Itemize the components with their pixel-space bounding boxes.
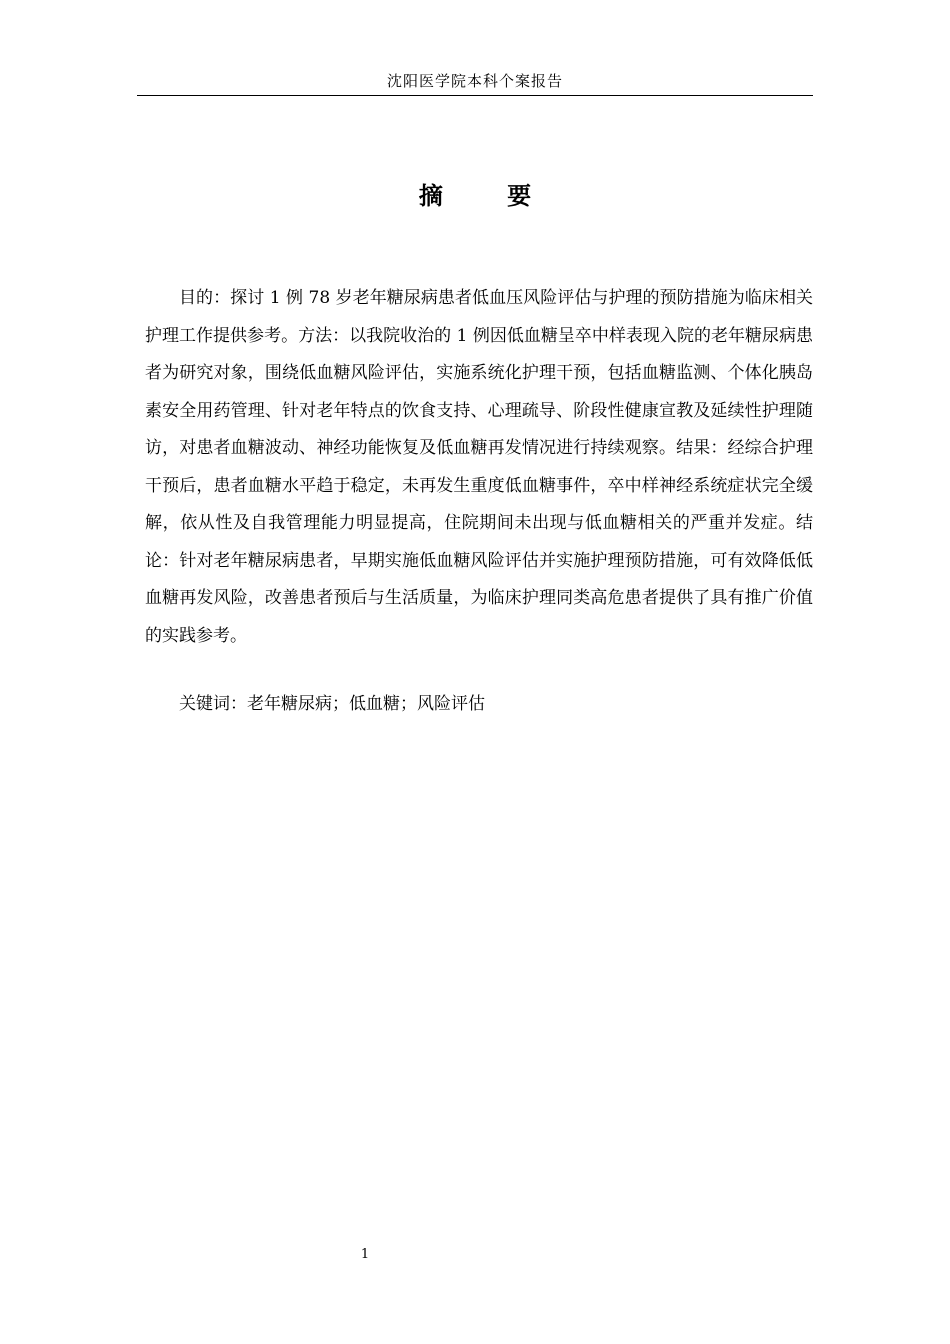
abstract-title: 摘 要 bbox=[418, 182, 560, 210]
running-header: 沈阳医学院本科个案报告 bbox=[137, 70, 813, 96]
page-number: 1 bbox=[360, 1247, 370, 1262]
keywords-label: 关键词： bbox=[179, 694, 247, 714]
conclusion-text: 针对老年糖尿病患者，早期实施低血糖风险评估并实施护理预防措施，可有效降低低血糖再发风险，改善患者预后与生活质量，为临床护理同类高危患者提供了具有推广价值的实践参考。 bbox=[145, 550, 814, 646]
objective-label: 目的： bbox=[179, 288, 231, 308]
method-text: 以我院收治的 1 例因低血糖呈卒中样表现入院的老年糖尿病患者为研究对象，围绕低血糖风险评估，实施系统化护理干预，包括血糖监测、个体化胰岛素安全用药管理、针对老年特点的饮食支持、心理疏导、阶段性健康宣教及延续性护理随访，对患者血糖波动、神经功能恢复及低血糖再发情况进行持续观察。 bbox=[145, 325, 814, 458]
method-label: 方法： bbox=[298, 325, 350, 346]
conclusion-label: 结论： bbox=[145, 513, 813, 571]
abstract-body bbox=[145, 280, 813, 655]
result-label: 结果： bbox=[676, 438, 728, 458]
result-text: 经综合护理干预后，患者血糖水平趋于稳定，未再发生重度低血糖事件，卒中样神经系统症状完全缓解，依从性及自我管理能力明显提高，住院期间未出现与低血糖相关的严重并发症。 bbox=[145, 438, 814, 533]
objective-text: 探讨 1 例 78 岁老年糖尿病患者低血压风险评估与护理的预防措施为临床相关护理工作提供参考。 bbox=[145, 288, 814, 346]
keywords-text: 老年糖尿病；低血糖；风险评估 bbox=[247, 694, 485, 714]
keywords-line bbox=[145, 686, 813, 724]
